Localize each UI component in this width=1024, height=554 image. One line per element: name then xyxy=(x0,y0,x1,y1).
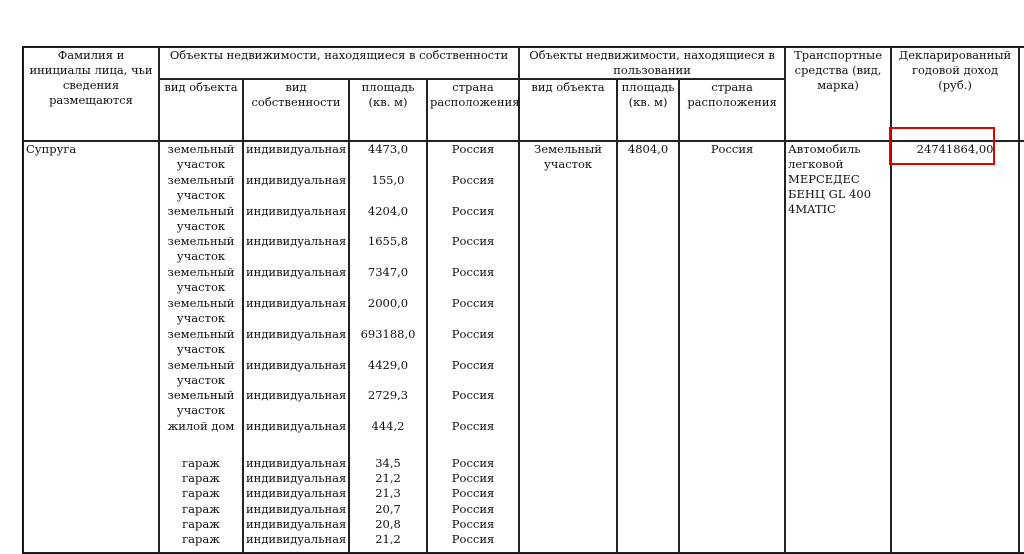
owned-garages-type: гараж xyxy=(182,531,220,546)
owned-garages-area: 34,5 xyxy=(375,455,401,470)
owned-col-country: страна расположения xyxy=(427,79,519,141)
owned-land-type: земельный участок xyxy=(167,265,235,295)
owned-garages-ownership: индивидуальная xyxy=(246,455,347,470)
owned-land-area: 4204,0 xyxy=(367,203,409,218)
income-highlight-box xyxy=(889,127,995,165)
owned-land-area: 155,0 xyxy=(371,172,405,187)
owned-land-type: земельный участок xyxy=(167,326,235,356)
owned-garages-type: гараж xyxy=(182,501,220,516)
header-name: Фамилия и инициалы лица, чьи сведения размещаются xyxy=(23,47,159,141)
owned-land-country: Россия xyxy=(451,357,495,372)
owned-garages-area: 21,3 xyxy=(375,486,401,501)
person-name: Супруга xyxy=(23,141,159,553)
owned-land-type: земельный участок xyxy=(167,142,235,171)
owned-land-area: 1655,8 xyxy=(367,234,409,249)
header-extra xyxy=(1019,47,1024,141)
owned-land-country: Россия xyxy=(451,234,495,249)
used-col-country: страна расположения xyxy=(679,79,785,141)
owned-garages-ownership: индивидуальная xyxy=(246,516,347,531)
owned-garages-ownership: индивидуальная xyxy=(246,471,347,486)
owned-land-type: жилой дом xyxy=(167,419,235,434)
owned-garages-country: Россия xyxy=(451,501,495,516)
owned-garages-area: 21,2 xyxy=(375,471,401,486)
owned-land-country: Россия xyxy=(451,419,495,434)
owned-garages-country: Россия xyxy=(451,471,495,486)
owned-area-column xyxy=(349,141,427,553)
owned-land-type: земельный участок xyxy=(167,203,235,233)
owned-land-ownership: индивидуальная xyxy=(246,172,347,187)
owned-land-ownership: индивидуальная xyxy=(246,357,347,372)
income-value: 24741864,00 xyxy=(891,141,1019,553)
owned-land-ownership: индивидуальная xyxy=(246,265,347,280)
owned-land-type: земельный участок xyxy=(167,172,235,202)
owned-col-ownership: вид собственности xyxy=(243,79,349,141)
owned-land-country: Россия xyxy=(451,388,495,403)
owned-garages-type: гараж xyxy=(182,471,220,486)
owned-land-area: 444,2 xyxy=(371,419,405,434)
transport-value: Автомобиль легковой МЕРСЕДЕС БЕНЦ GL 400 4MATIC xyxy=(785,141,891,553)
owned-garages-ownership: индивидуальная xyxy=(246,531,347,546)
owned-land-area: 4429,0 xyxy=(367,357,409,372)
owned-garages-country: Россия xyxy=(451,486,495,501)
owned-land-ownership: индивидуальная xyxy=(246,388,347,403)
used-col-area: площадь (кв. м) xyxy=(617,79,679,141)
owned-garages-country: Россия xyxy=(451,516,495,531)
owned-land-ownership: индивидуальная xyxy=(246,419,347,434)
owned-land-ownership: индивидуальная xyxy=(246,295,347,310)
owned-land-country: Россия xyxy=(451,326,495,341)
owned-land-country: Россия xyxy=(451,265,495,280)
owned-land-country: Россия xyxy=(451,142,495,156)
owned-land-type: земельный участок xyxy=(167,295,235,325)
owned-type-column xyxy=(159,141,243,553)
owned-land-area: 4473,0 xyxy=(367,142,409,156)
owned-col-type: вид объекта xyxy=(159,79,243,141)
owned-land-type: земельный участок xyxy=(167,357,235,387)
owned-land-country: Россия xyxy=(451,203,495,218)
owned-land-type: земельный участок xyxy=(167,234,235,264)
owned-land-ownership: индивидуальная xyxy=(246,326,347,341)
owned-garages-area: 20,8 xyxy=(375,516,401,531)
owned-land-area: 7347,0 xyxy=(367,265,409,280)
owned-garages-type: гараж xyxy=(182,455,220,470)
owned-garages-type: гараж xyxy=(182,486,220,501)
owned-garages-ownership: индивидуальная xyxy=(246,501,347,516)
owned-land-type: земельный участок xyxy=(167,388,235,418)
owned-garages-country: Россия xyxy=(451,455,495,470)
owned-land-country: Россия xyxy=(451,172,495,187)
declaration-table xyxy=(22,46,1024,554)
owned-garages-type: гараж xyxy=(182,516,220,531)
header-transport: Транспортные средства (вид, марка) xyxy=(785,47,891,141)
owned-land-ownership: индивидуальная xyxy=(246,203,347,218)
used-col-type: вид объекта xyxy=(519,79,617,141)
extra-cell xyxy=(1019,141,1024,553)
used-area: 4804,0 xyxy=(617,141,679,553)
owned-ownership-column xyxy=(243,141,349,553)
owned-country-column xyxy=(427,141,519,553)
owned-land-area: 2729,3 xyxy=(367,388,409,403)
owned-land-country: Россия xyxy=(451,295,495,310)
used-type: Земельный участок xyxy=(519,141,617,553)
owned-garages-country: Россия xyxy=(451,531,495,546)
owned-garages-area: 20,7 xyxy=(375,501,401,516)
owned-land-ownership: индивидуальная xyxy=(246,142,347,156)
owned-land-ownership: индивидуальная xyxy=(246,234,347,249)
owned-col-area: площадь (кв. м) xyxy=(349,79,427,141)
header-used-group: Объекты недвижимости, находящиеся в пользовании xyxy=(519,47,785,79)
header-owned-group: Объекты недвижимости, находящиеся в собственности xyxy=(159,47,519,79)
owned-land-area: 693188,0 xyxy=(360,326,416,341)
used-country: Россия xyxy=(679,141,785,553)
owned-garages-area: 21,2 xyxy=(375,531,401,546)
header-income: Декларированный годовой доход (руб.) xyxy=(891,47,1019,141)
owned-land-area: 2000,0 xyxy=(367,295,409,310)
owned-garages-ownership: индивидуальная xyxy=(246,486,347,501)
